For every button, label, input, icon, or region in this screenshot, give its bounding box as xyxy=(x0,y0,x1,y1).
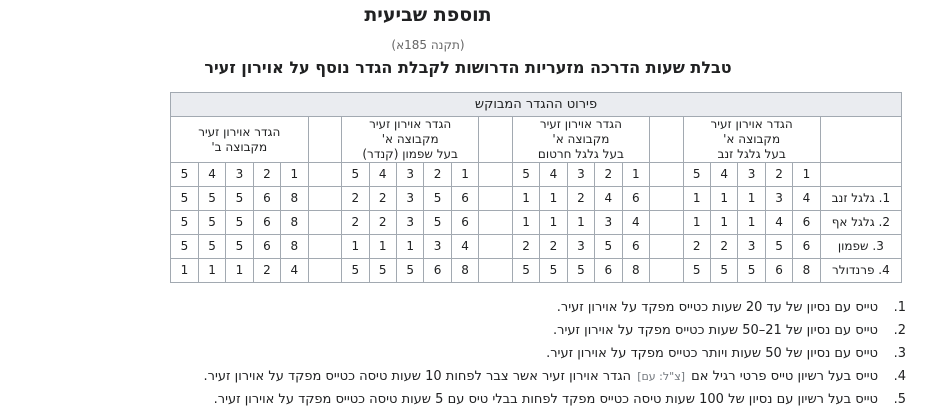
table-cell: 5 xyxy=(540,259,567,283)
table-cell: 5 xyxy=(342,259,369,283)
table-cell: 1 xyxy=(171,259,199,283)
note-number: 2. xyxy=(893,323,906,338)
table-cell: 6 xyxy=(622,235,649,259)
table-cell: 2 xyxy=(342,187,369,211)
table-cell: 1 xyxy=(710,187,737,211)
sub-header-cell: 4 xyxy=(369,163,396,187)
note-item xyxy=(46,388,906,411)
table-cell: 1 xyxy=(512,211,539,235)
group-separator-cell xyxy=(649,117,683,163)
table-cell: 5 xyxy=(396,259,423,283)
sub-header-cell: 1 xyxy=(281,163,308,187)
table-cell: 1 xyxy=(738,211,765,235)
table-cell: 5 xyxy=(171,235,199,259)
group-header-line: הגדר אוירון זעיר xyxy=(539,117,622,131)
group-header-line: בעל שפמון (קנדר) xyxy=(362,147,458,161)
row-separator-cell xyxy=(649,211,683,235)
table-cell: 4 xyxy=(595,187,622,211)
table-cell: 1 xyxy=(540,187,567,211)
sub-header-cell: 5 xyxy=(342,163,369,187)
table-cell: 1 xyxy=(683,211,710,235)
table-cell: 1 xyxy=(540,211,567,235)
table-cell: 6 xyxy=(424,259,451,283)
group-header-line: מקבוצה א' xyxy=(381,132,439,146)
table-cell: 1 xyxy=(512,187,539,211)
sub-header-corner xyxy=(820,163,901,187)
row-separator-cell xyxy=(479,259,513,283)
table-cell: 6 xyxy=(765,259,792,283)
note-text: טייס עם נסיון של 21–50 שעות כטייס מפקד על אוירון זעיר. xyxy=(553,323,878,338)
table-cell: 2 xyxy=(342,211,369,235)
table-cell: 2 xyxy=(369,187,396,211)
sub-header-cell: 2 xyxy=(765,163,792,187)
sub-header-cell: 1 xyxy=(451,163,478,187)
sub-header-cell: 1 xyxy=(622,163,649,187)
row-separator-cell xyxy=(479,211,513,235)
note-number: 1. xyxy=(893,300,906,315)
table-row xyxy=(171,211,902,235)
training-hours-table xyxy=(170,92,902,283)
group-header xyxy=(512,117,649,163)
table-cell: 5 xyxy=(683,259,710,283)
table-cell: 8 xyxy=(281,211,308,235)
row-label: 4. פרנדולר xyxy=(820,259,901,283)
document-title: תוספת שביעית xyxy=(364,4,492,26)
table-cell: 3 xyxy=(396,187,423,211)
note-number: 4. xyxy=(893,369,906,384)
table-cell: 5 xyxy=(738,259,765,283)
table-cell: 8 xyxy=(622,259,649,283)
table-cell: 8 xyxy=(793,259,820,283)
table-caption: טבלת שעות הדרכה מזעריות הדרושות לקבלת הגדר נוסף על אוירון זעיר xyxy=(204,58,732,77)
row-separator-cell xyxy=(308,259,342,283)
table-cell: 8 xyxy=(451,259,478,283)
table-cell: 1 xyxy=(342,235,369,259)
sub-header-cell: 2 xyxy=(253,163,280,187)
sub-header-cell: 4 xyxy=(540,163,567,187)
table-cell: 1 xyxy=(198,259,225,283)
table-cell: 1 xyxy=(710,211,737,235)
sub-header-cell: 2 xyxy=(595,163,622,187)
table-row xyxy=(171,235,902,259)
table-cell: 6 xyxy=(253,187,280,211)
group-header-line: הגדר אוירון זעיר xyxy=(710,117,793,131)
table-cell: 6 xyxy=(451,187,478,211)
note-item xyxy=(46,319,906,342)
table-cell: 1 xyxy=(369,235,396,259)
group-header-line: בעל גלגל זנב xyxy=(717,147,786,161)
table-cell: 2 xyxy=(567,187,594,211)
note-text: טייס בעל רשיון עם נסיון של 100 שעות טיסה כטייס מפקד לפחות בבלי טיס עם 5 שעות טיסה כטייס מפקד על אוירון זעיר. xyxy=(213,392,878,407)
group-header xyxy=(342,117,479,163)
group-header xyxy=(683,117,820,163)
note-text-before: טייס בעל רשיון טייס פרטי רגיל אם xyxy=(691,369,878,384)
table-cell: 5 xyxy=(198,187,225,211)
table-cell: 1 xyxy=(226,259,253,283)
table-body xyxy=(171,187,902,283)
note-text xyxy=(204,369,880,384)
sub-header-separator xyxy=(308,163,342,187)
group-header-line: מקבוצה א' xyxy=(552,132,610,146)
table-cell: 6 xyxy=(622,187,649,211)
table-cell: 8 xyxy=(281,187,308,211)
note-item xyxy=(46,296,906,319)
row-separator-cell xyxy=(649,235,683,259)
table-cell: 6 xyxy=(253,211,280,235)
table-cell: 5 xyxy=(424,211,451,235)
table-cell: 5 xyxy=(171,187,199,211)
table-cell: 5 xyxy=(710,259,737,283)
table-cell: 3 xyxy=(396,211,423,235)
table-cell: 6 xyxy=(793,235,820,259)
group-header-line: הגדר אוירון זעיר xyxy=(198,124,281,139)
sub-header-cell: 4 xyxy=(198,163,225,187)
row-separator-cell xyxy=(649,259,683,283)
table-cell: 6 xyxy=(793,211,820,235)
table-cell: 1 xyxy=(396,235,423,259)
note-item xyxy=(46,342,906,365)
row-separator-cell xyxy=(308,235,342,259)
group-header-row xyxy=(171,117,902,163)
sub-header-cell: 5 xyxy=(171,163,199,187)
sub-header-cell: 3 xyxy=(567,163,594,187)
table-cell: 2 xyxy=(710,235,737,259)
table-cell: 6 xyxy=(253,235,280,259)
table-cell: 5 xyxy=(424,187,451,211)
row-separator-cell xyxy=(308,187,342,211)
table-cell: 5 xyxy=(198,211,225,235)
row-label: 2. גלגל אף xyxy=(820,211,901,235)
table-cell: 1 xyxy=(567,211,594,235)
sub-header-cell: 5 xyxy=(512,163,539,187)
table-cell: 5 xyxy=(226,211,253,235)
table-cell: 3 xyxy=(738,235,765,259)
row-label: 1. גלגל זנב xyxy=(820,187,901,211)
sub-header-row xyxy=(171,163,902,187)
table-cell: 3 xyxy=(595,211,622,235)
document-subtitle: (תקנה 185א) xyxy=(391,38,465,52)
table-row xyxy=(171,259,902,283)
note-text: טייס עם נסיון של 50 שעות ויותר כטייס מפקד על אוירון זעיר. xyxy=(546,346,878,361)
row-separator-cell xyxy=(308,211,342,235)
table-cell: 5 xyxy=(226,235,253,259)
sub-header-cell: 1 xyxy=(793,163,820,187)
table-cell: 3 xyxy=(765,187,792,211)
table-cell: 2 xyxy=(369,211,396,235)
table-row xyxy=(171,187,902,211)
row-separator-cell xyxy=(479,235,513,259)
table-cell: 5 xyxy=(567,259,594,283)
table-cell: 5 xyxy=(369,259,396,283)
group-header-line: הגדר אוירון זעיר xyxy=(369,117,452,131)
group-header-line: מקבוצה א' xyxy=(723,132,781,146)
table-cell: 1 xyxy=(738,187,765,211)
table-cell: 3 xyxy=(567,235,594,259)
sub-header-cell: 3 xyxy=(738,163,765,187)
note-item xyxy=(46,365,906,388)
table-cell: 6 xyxy=(451,211,478,235)
group-header-line: מקבוצה ב' xyxy=(211,139,268,154)
table-cell: 4 xyxy=(622,211,649,235)
group-header xyxy=(171,117,309,163)
table-cell: 4 xyxy=(281,259,308,283)
note-text: טייס עם נסיון של עד 20 שעות כטייס מפקד על אוירון זעיר. xyxy=(556,300,878,315)
sub-header-cell: 4 xyxy=(710,163,737,187)
table-corner-cell xyxy=(820,117,901,163)
sub-header-cell: 3 xyxy=(396,163,423,187)
notes-list xyxy=(46,296,906,411)
table-cell: 3 xyxy=(424,235,451,259)
table-cell: 5 xyxy=(198,235,225,259)
row-separator-cell xyxy=(649,187,683,211)
note-number: 5. xyxy=(893,392,906,407)
note-number: 3. xyxy=(893,346,906,361)
table-cell: 4 xyxy=(765,211,792,235)
group-header-line: בעל גלגל חרטום xyxy=(537,147,624,161)
table-cell: 5 xyxy=(765,235,792,259)
table-cell: 5 xyxy=(226,187,253,211)
table-cell: 5 xyxy=(512,259,539,283)
sub-header-separator xyxy=(479,163,513,187)
table-top-header: פירוט ההגדר המבוקש xyxy=(171,93,902,117)
table-cell: 1 xyxy=(683,187,710,211)
table-cell: 2 xyxy=(253,259,280,283)
sub-header-cell: 2 xyxy=(424,163,451,187)
group-separator-cell xyxy=(308,117,342,163)
note-text-after: הגדר אוירון זעיר אשר צבר לפחות 10 שעות טיסה כטייס מפקד על אוירון זעיר. xyxy=(203,369,632,384)
group-separator-cell xyxy=(479,117,513,163)
table-cell: 4 xyxy=(451,235,478,259)
table-cell: 2 xyxy=(540,235,567,259)
table-cell: 2 xyxy=(683,235,710,259)
table-cell: 5 xyxy=(595,235,622,259)
table-cell: 5 xyxy=(171,211,199,235)
table-cell: 8 xyxy=(281,235,308,259)
sub-header-cell: 5 xyxy=(683,163,710,187)
sub-header-cell: 3 xyxy=(226,163,253,187)
note-reference: [צ"ל: עם] xyxy=(637,370,686,383)
table-cell: 4 xyxy=(793,187,820,211)
sub-header-separator xyxy=(649,163,683,187)
table-cell: 2 xyxy=(512,235,539,259)
row-separator-cell xyxy=(479,187,513,211)
row-label: 3. שפמון xyxy=(820,235,901,259)
table-cell: 6 xyxy=(595,259,622,283)
